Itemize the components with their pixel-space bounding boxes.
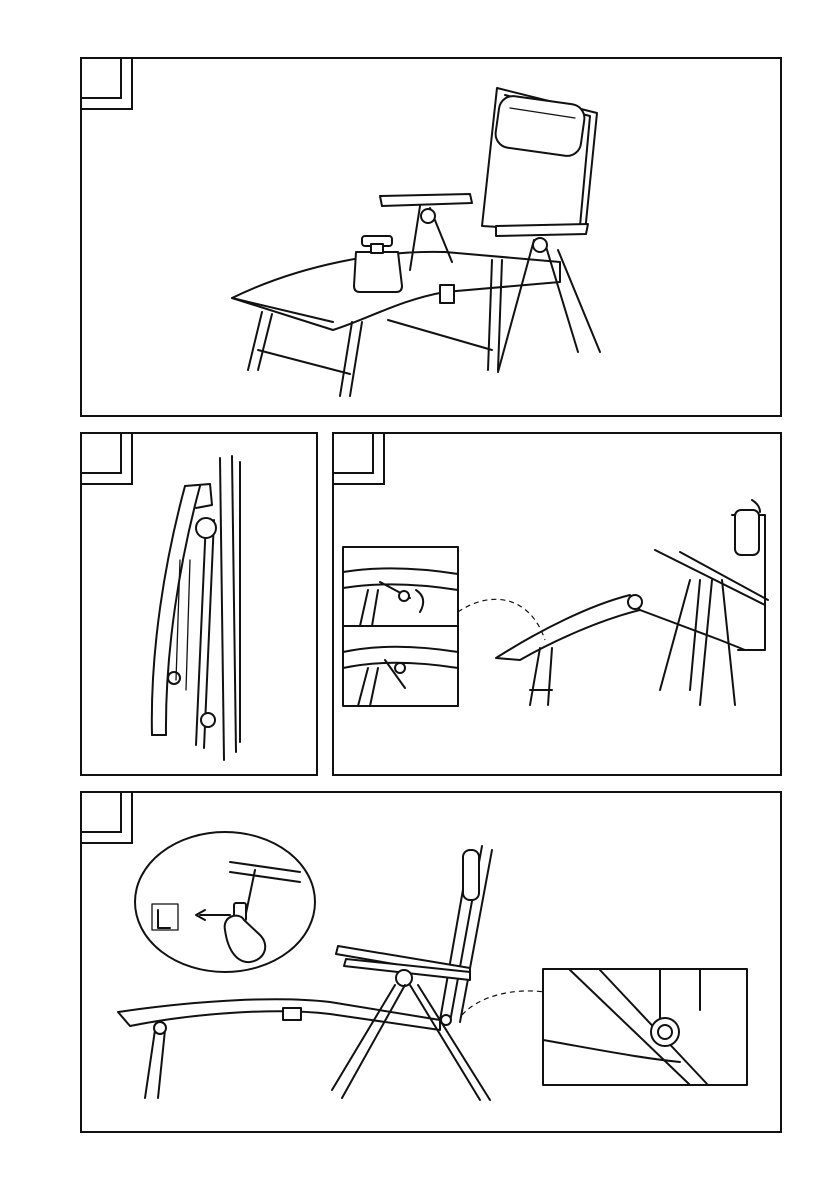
hand-icon	[225, 916, 266, 962]
zoom-inset-lock	[543, 969, 747, 1085]
magnified-clip-detail	[135, 832, 315, 972]
lounger-side-view	[118, 846, 492, 1100]
